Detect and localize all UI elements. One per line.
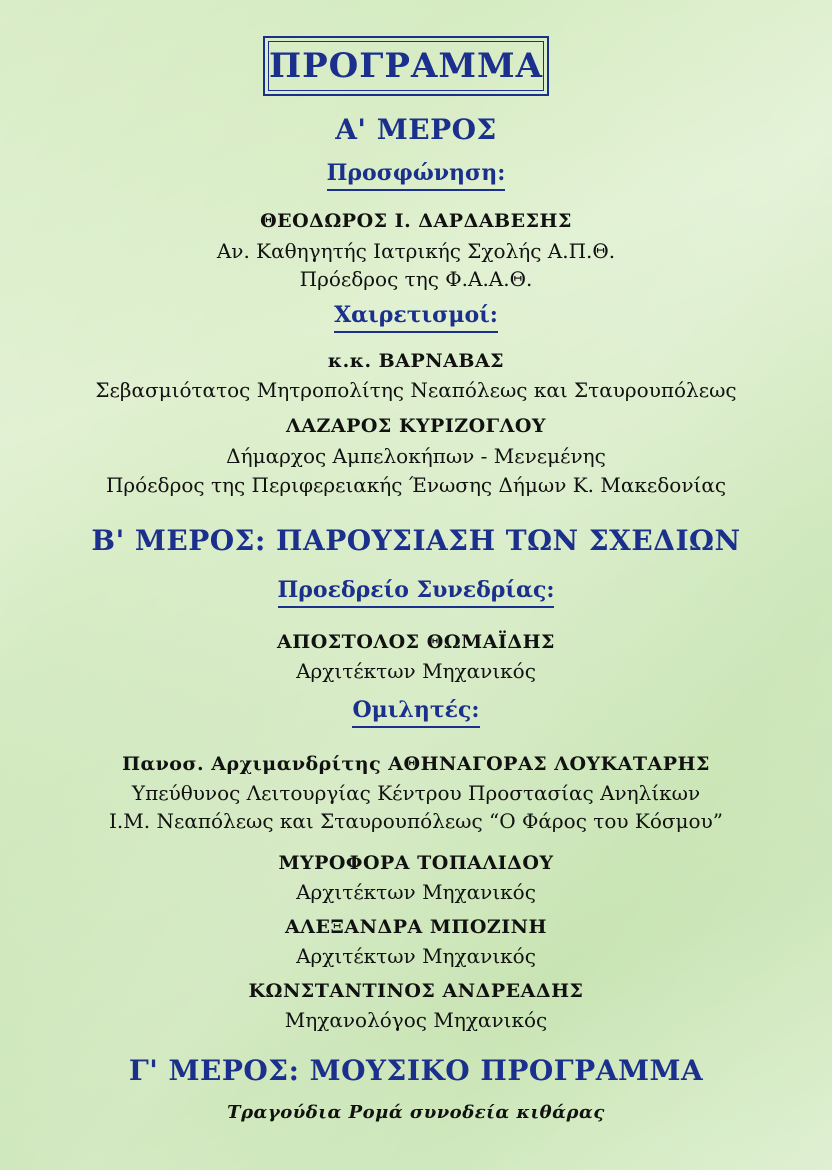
speaker-1-name: Πανοσ. Αρχιμανδρίτης ΑΘΗΝΑΓΟΡΑΣ ΛΟΥΚΑΤΑΡΗΣ bbox=[122, 753, 710, 775]
greeter-1-name: κ.κ. ΒΑΡΝΑΒΑΣ bbox=[327, 350, 505, 372]
address-speaker-name: ΘΕΟΔΩΡΟΣ Ι. ΔΑΡΔΑΒΕΣΗΣ bbox=[260, 210, 572, 232]
chair-label: Προεδρείο Συνεδρίας: bbox=[0, 577, 832, 608]
speaker-2-name: ΜΥΡΟΦΟΡΑ ΤΟΠΑΛΙΔΟΥ bbox=[278, 852, 554, 874]
part-a-heading: Α' ΜΕΡΟΣ bbox=[335, 113, 497, 146]
address-speaker-role-2: Πρόεδρος της Φ.Α.Α.Θ. bbox=[299, 267, 533, 291]
speaker-3-name: ΑΛΕΞΑΝΔΡΑ ΜΠΟΖΙΝΗ bbox=[285, 916, 547, 938]
greeter-2-role-1: Δήμαρχος Αμπελοκήπων - Μενεμένης bbox=[226, 444, 606, 468]
greeter-2-role-2: Πρόεδρος της Περιφερειακής Ένωσης Δήμων Κ. Μακεδονίας bbox=[105, 473, 727, 497]
speaker-4-name: ΚΩΝΣΤΑΝΤΙΝΟΣ ΑΝΔΡΕΑΔΗΣ bbox=[248, 980, 584, 1002]
speaker-2-role: Αρχιτέκτων Μηχανικός bbox=[296, 880, 536, 904]
page-title: ΠΡΟΓΡΑΜΜΑ bbox=[268, 46, 544, 86]
address-label: Προσφώνηση: bbox=[0, 160, 832, 191]
greetings-label: Χαιρετισμοί: bbox=[0, 302, 832, 333]
greeter-1-role: Σεβασμιότατος Μητροπολίτης Νεαπόλεως και Σταυρουπόλεως bbox=[95, 378, 737, 402]
speaker-1-role-2: Ι.Μ. Νεαπόλεως και Σταυρουπόλεως “Ο Φάρος του Κόσμου” bbox=[109, 809, 723, 833]
speaker-3-role: Αρχιτέκτων Μηχανικός bbox=[296, 944, 536, 968]
part-c-description: Τραγούδια Ρομά συνοδεία κιθάρας bbox=[227, 1102, 605, 1123]
part-b-heading: Β' ΜΕΡΟΣ: ΠΑΡΟΥΣΙΑΣΗ ΤΩΝ ΣΧΕΔΙΩΝ bbox=[91, 524, 741, 557]
address-speaker-role-1: Αν. Καθηγητής Ιατρικής Σχολής Α.Π.Θ. bbox=[216, 239, 616, 263]
chair-name: ΑΠΟΣΤΟΛΟΣ ΘΩΜΑΪΔΗΣ bbox=[277, 631, 555, 653]
speakers-label: Ομιλητές: bbox=[0, 697, 832, 728]
greeter-2-name: ΛΑΖΑΡΟΣ ΚΥΡΙΖΟΓΛΟΥ bbox=[286, 415, 546, 437]
title-box bbox=[263, 36, 549, 96]
part-c-heading: Γ' ΜΕΡΟΣ: ΜΟΥΣΙΚΟ ΠΡΟΓΡΑΜΜΑ bbox=[128, 1054, 704, 1087]
speaker-1-role-1: Υπεύθυνος Λειτουργίας Κέντρου Προστασίας Ανηλίκων bbox=[131, 781, 701, 805]
speaker-4-role: Μηχανολόγος Μηχανικός bbox=[284, 1008, 548, 1032]
chair-role: Αρχιτέκτων Μηχανικός bbox=[296, 659, 536, 683]
